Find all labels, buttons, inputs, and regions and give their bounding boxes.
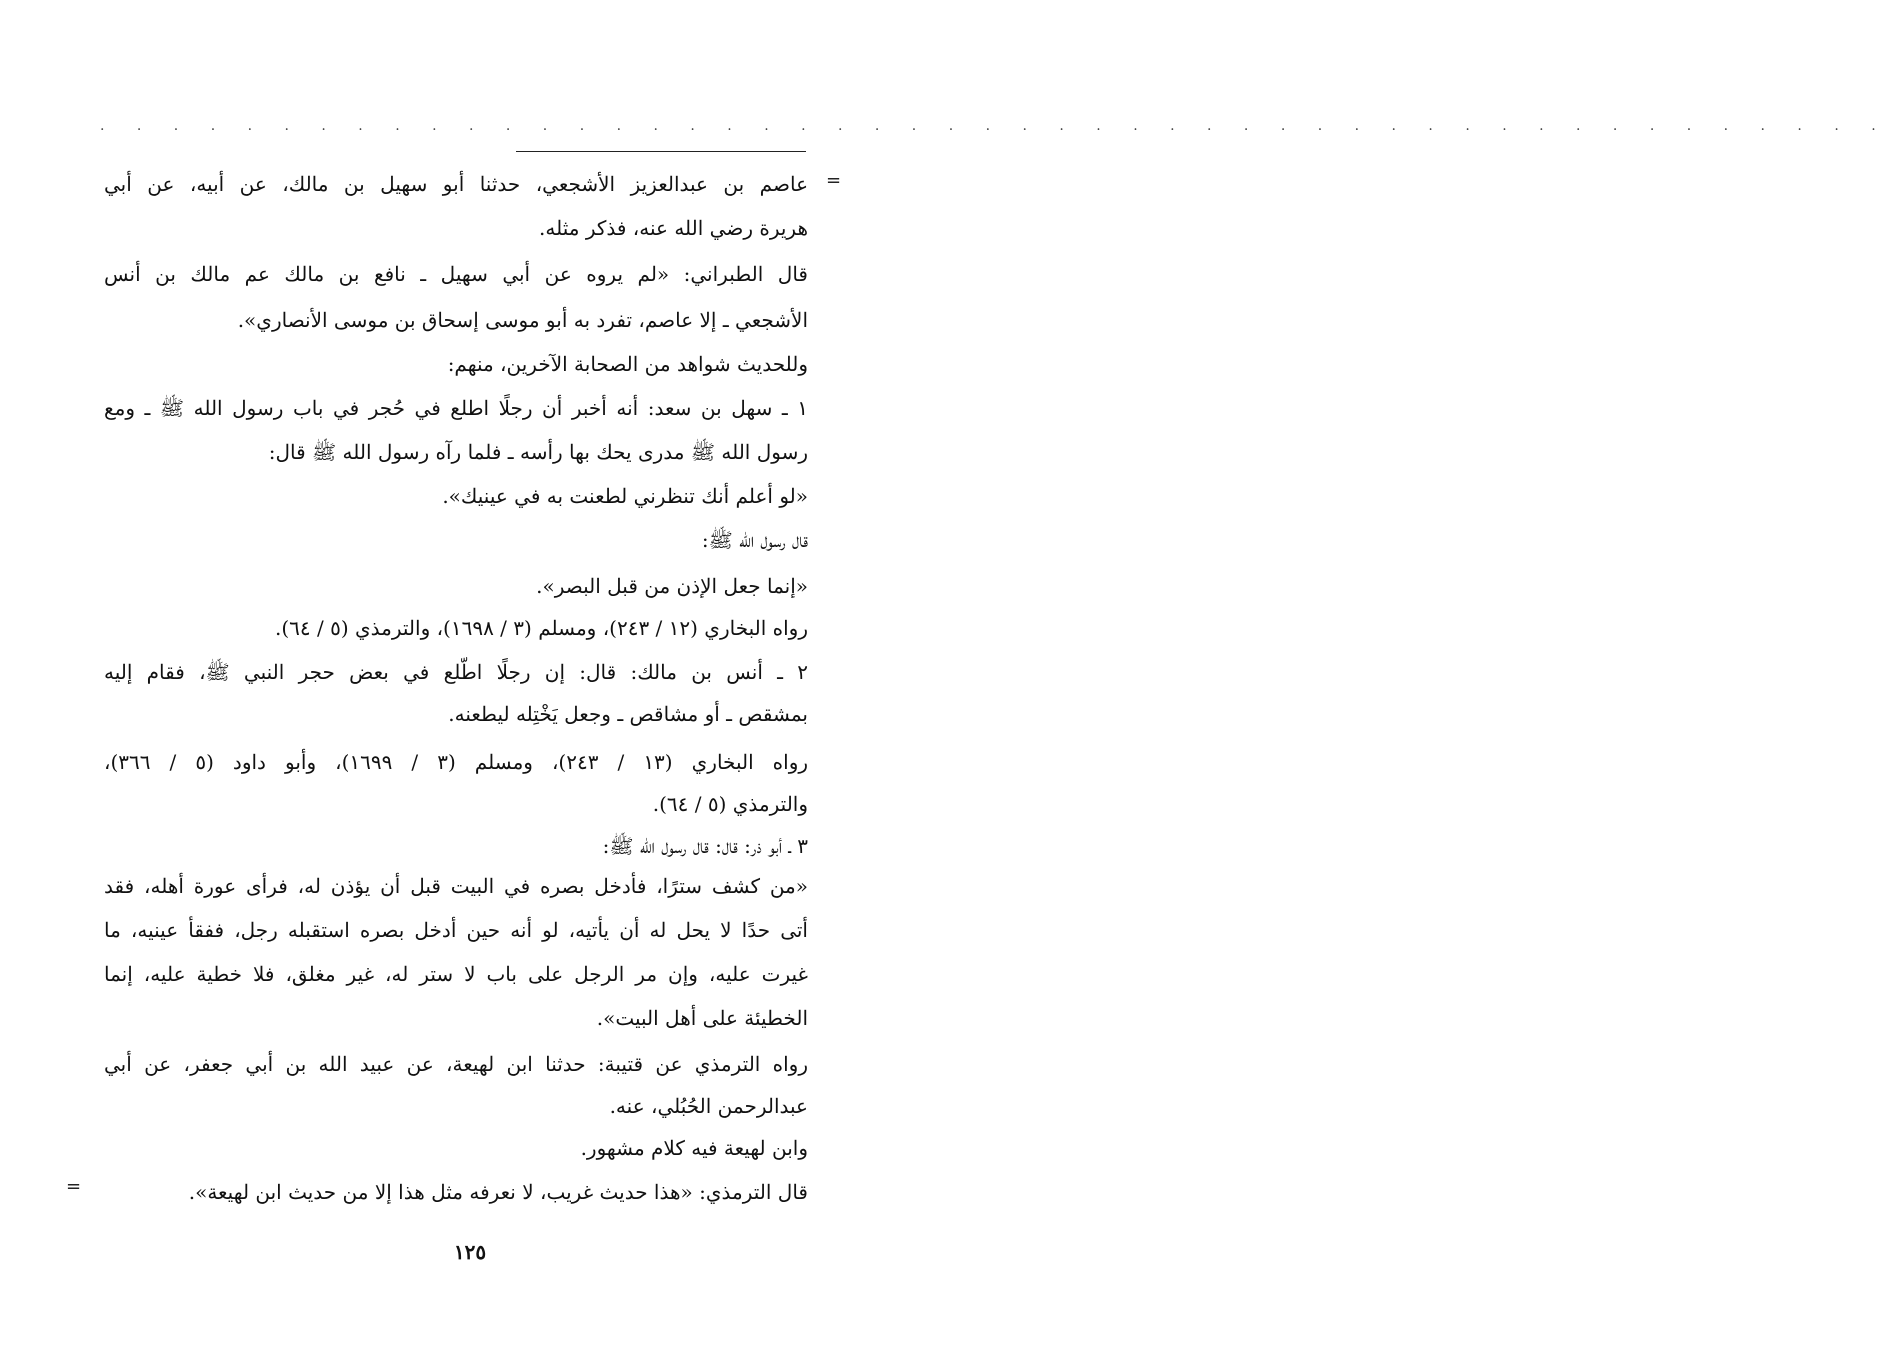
text-line: عبدالرحمن الحُبُلي، عنه. [609, 1094, 808, 1118]
text-line: ٣ ـ أبو ذر: قال: قال رسول الله ﷺ: [602, 834, 808, 858]
text-line: قال الطبراني: «لم يروه عن أبي سهيل ـ نافع بن مالك عم مالك بن أنس [104, 262, 808, 286]
text-line: رسول الله ﷺ مدرى يحك بها رأسه ـ فلما رآه رسول الله ﷺ قال: [268, 440, 808, 464]
text-line: الأشجعي ـ إلا عاصم، تفرد به أبو موسى إسحاق بن موسى الأنصاري». [237, 308, 808, 332]
dotted-separator: . . . . . . . . . . . . . . . . . . . . . . . . . . . . . . . . . . . . . . . . . . . . . . . . . [100, 118, 1890, 134]
text-line: رواه البخاري (١٣ / ٢٤٣)، ومسلم (٣ / ١٦٩٩)، وأبو داود (٥ / ٣٦٦)، [104, 750, 809, 774]
header-rule [516, 151, 806, 152]
text-line: رواه البخاري (١٢ / ٢٤٣)، ومسلم (٣ / ١٦٩٨)، والترمذي (٥ / ٦٤). [274, 616, 808, 640]
continuation-mark-bottom: = [66, 1176, 82, 1197]
page-number: ١٢٥ [453, 1240, 487, 1264]
text-line: ١ ـ سهل بن سعد: أنه أخبر أن رجلًا اطلع في حُجر في باب رسول الله ﷺ ـ ومع [104, 396, 808, 420]
text-line: والترمذي (٥ / ٦٤). [652, 792, 808, 816]
text-line: «من كشف سترًا، فأدخل بصره في البيت قبل أن يؤذن له، فرأى عورة أهله، فقد [104, 874, 808, 898]
text-line: هريرة رضي الله عنه، فذكر مثله. [539, 216, 808, 240]
text-line: وللحديث شواهد من الصحابة الآخرين، منهم: [447, 352, 808, 376]
text-line: الخطيئة على أهل البيت». [596, 1006, 808, 1030]
text-line: قال الترمذي: «هذا حديث غريب، لا نعرفه مثل هذا إلا من حديث ابن لهيعة». [188, 1180, 808, 1204]
text-line: «إنما جعل الإذن من قبل البصر». [536, 574, 808, 598]
text-line: وابن لهيعة فيه كلام مشهور. [580, 1136, 808, 1160]
text-line: قال رسول الله ﷺ: [701, 528, 808, 552]
text-line: بمشقص ـ أو مشاقص ـ وجعل يَخْتِله ليطعنه. [448, 702, 808, 726]
text-line: عاصم بن عبدالعزيز الأشجعي، حدثنا أبو سهيل بن مالك، عن أبيه، عن أبي [104, 172, 808, 196]
text-line: رواه الترمذي عن قتيبة: حدثنا ابن لهيعة، عن عبيد الله بن أبي جعفر، عن أبي [104, 1052, 808, 1076]
text-line: غيرت عليه، وإن مر الرجل على باب لا ستر له، غير مغلق، فلا خطية عليه، إنما [104, 962, 808, 986]
text-line: أتى حدًا لا يحل له أن يأتيه، لو أنه حين أدخل بصره استقبله رجل، ففقأ عينيه، ما [104, 918, 808, 942]
continuation-mark-top: = [826, 170, 842, 191]
text-line: ٢ ـ أنس بن مالك: قال: إن رجلًا اطّلع في بعض حجر النبي ﷺ، فقام إليه [104, 660, 808, 684]
text-line: «لو أعلم أنك تنظرني لطعنت به في عينيك». [442, 484, 808, 508]
